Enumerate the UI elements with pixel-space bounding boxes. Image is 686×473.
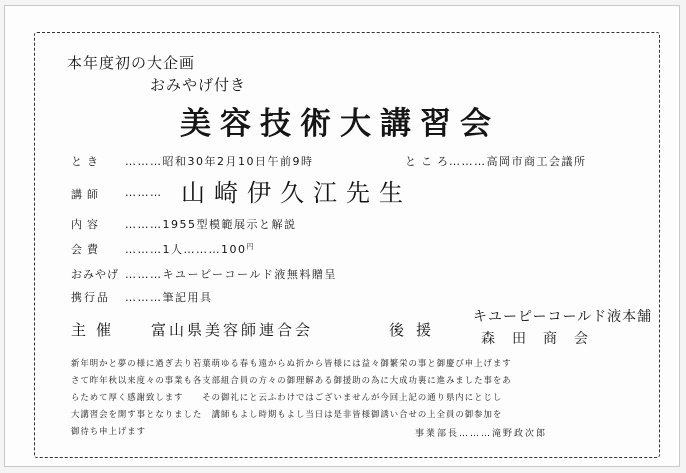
lecturer-leader: ……… [125, 186, 163, 199]
lecturer-label: 講師 [71, 188, 103, 201]
body-line-2: さて昨年秋以来度々の事業も各支部組合員の方々の御理解ある御援助の為に大成功裏に進みました事をあ [71, 375, 512, 385]
place-value: ………高岡市商工会議所 [449, 155, 587, 168]
content-label: 内容 [71, 218, 103, 231]
items-value: ………筆記用具 [125, 291, 213, 304]
support-line-1: キユーピーコールド液本舗 [473, 309, 653, 325]
content-value: ………1955型模範展示と解説 [125, 218, 297, 231]
fee-label: 会費 [71, 243, 103, 256]
page-title: 美容技術大講習会 [180, 106, 500, 142]
gift-label: おみやげ [71, 268, 119, 281]
support-line-2: 森田商会 [481, 331, 605, 347]
place-label: ところ [405, 155, 453, 168]
body-line-3: らためて厚く感謝致します その御礼にと云ふわけではございませんが今回上記の通り県内にとじし [71, 392, 503, 402]
support-label: 後援 [389, 321, 444, 339]
intro-line-1: 本年度初の大企画 [67, 54, 196, 72]
fee-value [125, 241, 255, 257]
time-value: ………昭和30年2月10日午前9時 [125, 155, 314, 168]
body-line-4: 大講習会を開す事となりました 講師もよし時期もよし当日は是非皆様御誘い合せの上全員の御参加を [71, 409, 503, 419]
signature: 事業部長………滝野政次郎 [415, 429, 548, 439]
intro-line-2: おみやげ付き [150, 76, 247, 94]
body-line-1: 新年明かと夢の様に過ぎ去り若葉萌ゆる春も遠からぬ折から皆様には益々御繁栄の事と御慶び申上げます [71, 358, 512, 368]
flyer-sheet [4, 5, 680, 467]
fee-amount: ………1人………100 [125, 243, 247, 256]
host-label: 主催 [71, 321, 122, 339]
body-line-5: 御待ち申上げます [71, 426, 146, 436]
fee-unit: 円 [246, 242, 255, 251]
gift-value: ………キユーピーコールド液無料贈呈 [125, 268, 337, 281]
host-value: 富山県美容師連合会 [151, 321, 314, 339]
lecturer-name: 山崎伊久江先生 [181, 179, 412, 207]
time-label: とき [71, 155, 103, 168]
items-label: 携行品 [71, 291, 110, 304]
